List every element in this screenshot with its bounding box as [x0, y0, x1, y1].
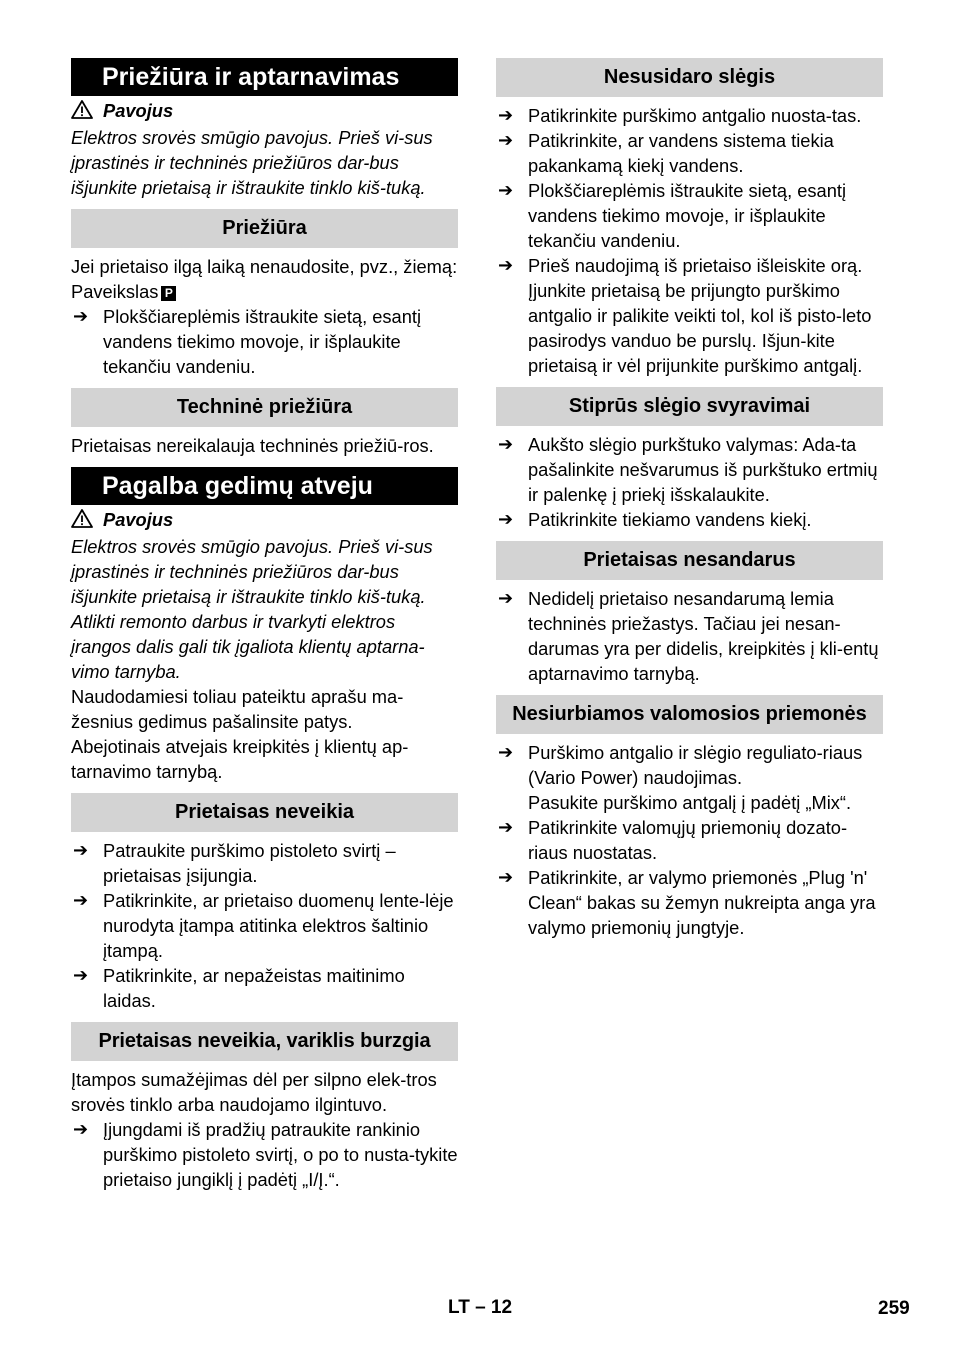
list-item-text: Įjungdami iš pradžių patraukite rankinio purškimo pistoleto svirtį, o po to nusta-tykite prietaiso jungiklį į padėtį „I/Į.“.: [103, 1119, 458, 1190]
list-item-text: Patikrinkite purškimo antgalio nuosta-tas.: [528, 105, 862, 126]
list-item: [71, 888, 458, 963]
list-item-text: Plokščiareplėmis ištraukite sietą, esantį vandens tiekimo movoje, ir išplaukite tekančiu vandeniu.: [528, 180, 847, 251]
help-text: Naudodamiesi toliau pateiktu aprašu ma-žesnius gedimus pašalinsite patys.: [71, 686, 404, 732]
subsection-no-work: Prietaisas neveikia: [71, 793, 458, 832]
danger-text-repairs: Atlikti remonto darbus ir tvarkyti elektros įrangos dalis gali tik įgaliota klientų aptarna-vimo tarnyba.: [71, 611, 425, 682]
arrow-right-icon: ➔: [498, 509, 514, 529]
hum-text: Įtampos sumažėjimas dėl per silpno elek-tros srovės tinklo arba naudojamo ilgintuvo.: [71, 1069, 437, 1115]
subsection-motor-hums: Prietaisas neveikia, variklis burzgia: [71, 1022, 458, 1061]
warning-triangle-icon: [71, 100, 93, 125]
care-text: Jei prietaiso ilgą laiką nenaudosite, pvz., žiemą:: [71, 256, 458, 277]
arrow-right-icon: ➔: [498, 105, 514, 125]
list-item: [496, 740, 883, 790]
right-column: [496, 58, 883, 940]
list-item-text: Prieš naudojimą iš prietaiso išleiskite orą.: [528, 255, 863, 276]
list-item-text: Patikrinkite valomųjų priemonių dozato-riaus nuostatas.: [528, 817, 848, 863]
list-item: [71, 838, 458, 888]
list-item: [496, 865, 883, 940]
list-item-text: Patikrinkite tiekiamo vandens kiekį.: [528, 509, 812, 530]
list-item-text: Nedidelį prietaiso nesandarumą lemia techninės priežastys. Tačiau jei nesan-darumas yra per didelis, kreipkitės į kli-entų aptarnavimo tarnybą.: [528, 588, 879, 684]
list-item: [496, 253, 883, 278]
arrow-right-icon: ➔: [498, 742, 514, 762]
subsection-detergent: Nesiurbiamos valomosios priemonės: [496, 695, 883, 734]
maintenance-text: Prietaisas nereikalauja techninės priežiū-ros.: [71, 435, 434, 456]
subsection-maintenance: Techninė priežiūra: [71, 388, 458, 427]
subsection-pressure-fluctuations: Stiprūs slėgio svyravimai: [496, 387, 883, 426]
list-item-text: Plokščiareplėmis ištraukite sietą, esantį vandens tiekimo movoje, ir išplaukite tekančiu vandeniu.: [103, 306, 422, 377]
list-item: [496, 586, 883, 686]
list-item-text: Patikrinkite, ar vandens sistema tiekia pakankamą kiekį vandens.: [528, 130, 834, 176]
section-title-troubleshooting: Pagalba gedimų atveju: [71, 467, 458, 505]
arrow-right-icon: ➔: [498, 130, 514, 150]
danger-label: Pavojus: [103, 100, 174, 121]
footer-page-number: 259: [878, 1298, 910, 1319]
danger-warning: [71, 98, 458, 125]
list-item-continuation: Pasukite purškimo antgalį į padėtį „Mix“.: [528, 792, 852, 813]
arrow-right-icon: ➔: [73, 840, 89, 860]
arrow-right-icon: ➔: [498, 817, 514, 837]
danger-warning: [71, 507, 458, 534]
list-item: [496, 432, 883, 507]
arrow-right-icon: ➔: [498, 434, 514, 454]
list-item: [496, 815, 883, 865]
subsection-no-pressure: Nesusidaro slėgis: [496, 58, 883, 97]
arrow-right-icon: ➔: [498, 180, 514, 200]
list-item-text: Patikrinkite, ar prietaiso duomenų lente-lėje nurodyta įtampa atitinka elektros šaltinio įtampą.: [103, 890, 454, 961]
subsection-care: Priežiūra: [71, 209, 458, 248]
list-item-continuation: Įjunkite prietaisą be prijungto purškimo antgalio ir palikite veikti tol, kol iš pisto-leto pasirodys vanduo be purslų. Išjun-kite prietaisą ir vėl prijunkite purškimo antgalį.: [528, 280, 872, 376]
care-figure-ref: [71, 279, 458, 304]
left-column: [71, 58, 458, 1192]
footer-language-page: LT – 12: [448, 1297, 513, 1318]
list-item-text: Patikrinkite, ar nepažeistas maitinimo laidas.: [103, 965, 405, 1011]
help-text: Abejotinais atvejais kreipkitės į klientų ap-tarnavimo tarnybą.: [71, 736, 409, 782]
arrow-right-icon: ➔: [498, 255, 514, 275]
arrow-right-icon: ➔: [73, 306, 89, 326]
list-item-text: Purškimo antgalio ir slėgio reguliato-riaus (Vario Power) naudojimas.: [528, 742, 863, 788]
arrow-right-icon: ➔: [73, 965, 89, 985]
danger-label: Pavojus: [103, 509, 174, 530]
list-item: [71, 304, 458, 379]
danger-text: Elektros srovės smūgio pavojus. Prieš vi-sus įprastinės ir techninės priežiūros dar-bus išjunkite prietaisą ir ištraukite tinklo kiš-tuką.: [71, 536, 433, 607]
figure-box: P: [161, 286, 176, 301]
list-item-text: Patikrinkite, ar valymo priemonės „Plug 'n' Clean“ bakas su žemyn nukreipta anga yra valymo priemonių jungtyje.: [528, 867, 876, 938]
danger-text: Elektros srovės smūgio pavojus. Prieš vi-sus įprastinės ir techninės priežiūros dar-bus išjunkite prietaisą ir ištraukite tinklo kiš-tuką.: [71, 127, 433, 198]
list-item-text: Aukšto slėgio purkštuko valymas: Ada-ta pašalinkite nešvarumus iš purkštuko ertmių ir palenkę į priekį išskalaukite.: [528, 434, 878, 505]
list-item: [496, 178, 883, 253]
arrow-right-icon: ➔: [73, 1119, 89, 1139]
list-item: [71, 1117, 458, 1192]
warning-triangle-icon: [71, 509, 93, 534]
list-item: [71, 963, 458, 1013]
list-item-text: Patraukite purškimo pistoleto svirtį – prietaisas įsijungia.: [103, 840, 396, 886]
section-title-maintenance: Priežiūra ir aptarnavimas: [71, 58, 458, 96]
list-item: [496, 128, 883, 178]
arrow-right-icon: ➔: [498, 867, 514, 887]
arrow-right-icon: ➔: [73, 890, 89, 910]
list-item: [496, 103, 883, 128]
figure-label: Paveikslas: [71, 281, 159, 302]
subsection-leaking: Prietaisas nesandarus: [496, 541, 883, 580]
arrow-right-icon: ➔: [498, 588, 514, 608]
list-item: [496, 507, 883, 532]
